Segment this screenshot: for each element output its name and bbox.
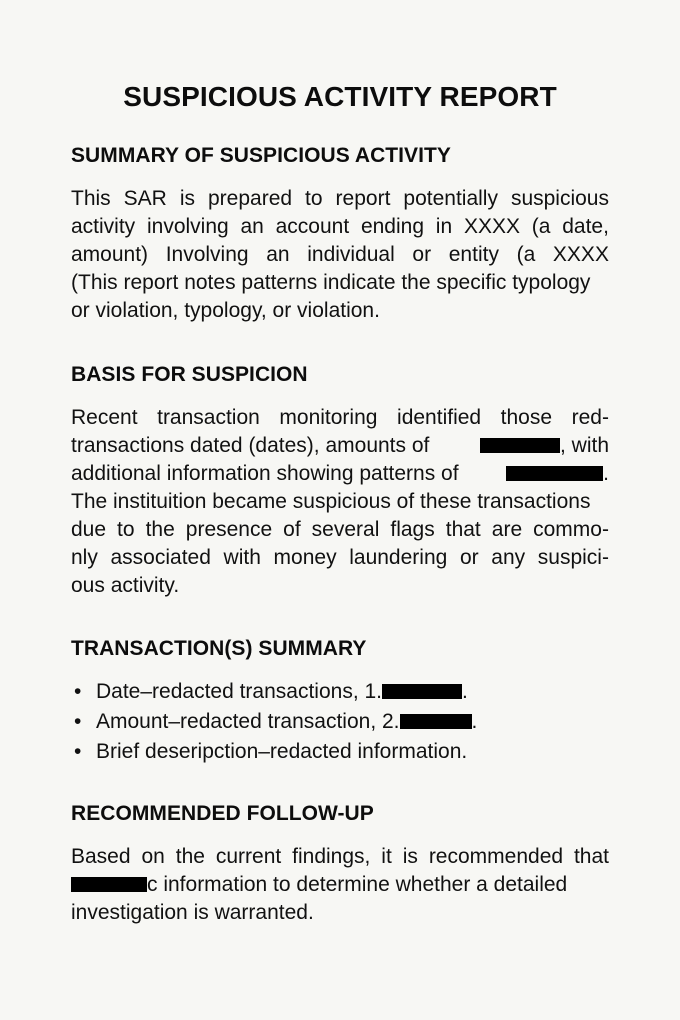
paragraph-line xyxy=(71,185,609,213)
word: that xyxy=(573,845,609,868)
list-item xyxy=(71,707,609,737)
word: red- xyxy=(571,406,609,429)
paragraph-line: (This report notes patterns indicate the specific typology xyxy=(71,271,591,294)
word: monitoring xyxy=(279,406,378,429)
word: is xyxy=(402,845,418,868)
section-heading-summary: SUMMARY OF SUSPICIOUS ACTIVITY xyxy=(71,144,451,167)
word: nly xyxy=(71,546,98,569)
redaction-bar-followup xyxy=(71,877,147,892)
redaction-bar-amounts xyxy=(480,438,560,453)
bullet-icon: • xyxy=(74,710,82,733)
paragraph-line xyxy=(71,241,609,269)
paragraph-line xyxy=(71,516,609,544)
word: suspicious xyxy=(510,187,609,210)
paragraph-line xyxy=(71,843,609,871)
word: (a xyxy=(531,215,551,238)
word: potentially xyxy=(403,187,498,210)
word: to xyxy=(305,187,323,210)
word: an xyxy=(240,215,264,238)
word: findings, xyxy=(292,845,371,868)
word: flags xyxy=(390,518,435,541)
section-heading-basis: BASIS FOR SUSPICION xyxy=(71,363,308,386)
word: suspici- xyxy=(537,546,609,569)
word: date, xyxy=(562,215,609,238)
word: laundering xyxy=(349,546,448,569)
redaction-bar-date xyxy=(382,684,462,699)
word: individual xyxy=(307,243,395,266)
word: XXXX xyxy=(463,215,520,238)
word: any xyxy=(491,546,526,569)
word: the xyxy=(175,845,205,868)
word: money xyxy=(273,546,337,569)
word: several xyxy=(311,518,380,541)
paragraph-line xyxy=(71,404,609,432)
word: due xyxy=(71,518,107,541)
word: or xyxy=(459,546,479,569)
word: recommended xyxy=(428,845,564,868)
paragraph-line-redacted xyxy=(71,871,609,899)
paragraph-line: investigation is warranted. xyxy=(71,901,314,924)
word: to xyxy=(117,518,135,541)
word: or xyxy=(412,243,432,266)
list-item-text: Amount–redacted transaction, 2. xyxy=(96,710,400,733)
word: are xyxy=(491,518,523,541)
word: involving xyxy=(146,215,229,238)
word: Based xyxy=(71,845,131,868)
word: presence xyxy=(185,518,273,541)
word: account xyxy=(275,215,350,238)
paragraph-line xyxy=(71,213,609,241)
paragraph-line-redacted xyxy=(71,460,609,488)
list-item-suffix: . xyxy=(471,710,478,733)
redaction-group xyxy=(506,460,609,488)
word: XXXX xyxy=(552,243,609,266)
basis-paragraph xyxy=(71,388,609,600)
word: is xyxy=(179,187,196,210)
line-text-after-redaction: . xyxy=(603,462,609,485)
word: current xyxy=(215,845,282,868)
word: the xyxy=(145,518,175,541)
word: ending xyxy=(360,215,425,238)
followup-paragraph xyxy=(71,827,609,927)
summary-paragraph xyxy=(71,169,609,325)
word: of xyxy=(283,518,301,541)
section-heading-followup: RECOMMENDED FOLLOW-UP xyxy=(71,802,374,825)
word: (a xyxy=(516,243,536,266)
word: with xyxy=(223,546,261,569)
line-text-after-redaction: , with xyxy=(559,434,609,457)
paragraph-line xyxy=(71,544,609,572)
word: SAR xyxy=(123,187,167,210)
redaction-bar-patterns xyxy=(506,466,603,481)
bullet-icon: • xyxy=(74,740,82,763)
list-item xyxy=(71,737,609,767)
word: commo- xyxy=(533,518,609,541)
word: in xyxy=(435,215,453,238)
paragraph-line-redacted xyxy=(71,432,609,460)
word: identified xyxy=(397,406,482,429)
word: an xyxy=(266,243,290,266)
word: This xyxy=(71,187,111,210)
transactions-bullet-list xyxy=(71,662,609,767)
paragraph-line: or violation, typology, or violation. xyxy=(71,299,380,322)
redaction-bar-amount xyxy=(400,714,472,729)
word: those xyxy=(500,406,553,429)
word: report xyxy=(335,187,391,210)
word: Involving xyxy=(165,243,249,266)
word: prepared xyxy=(208,187,293,210)
section-heading-transactions: TRANSACTION(S) SUMMARY xyxy=(71,637,367,660)
word: it xyxy=(381,845,392,868)
line-text-after-redaction: c information to determine whether a detailed xyxy=(147,873,568,896)
line-text-before-redaction: additional information showing patterns of xyxy=(71,462,459,485)
word: that xyxy=(445,518,481,541)
redaction-group xyxy=(480,432,609,460)
list-item-text: Brief deseripction–redacted information. xyxy=(96,740,468,763)
word: entity xyxy=(448,243,499,266)
page-title: SUSPICIOUS ACTIVITY REPORT xyxy=(123,81,557,112)
word: amount) xyxy=(71,243,149,266)
word: Recent xyxy=(71,406,138,429)
word: transaction xyxy=(157,406,260,429)
paragraph-line: The instituition became suspicious of these transactions xyxy=(71,490,591,513)
paragraph-line: ous activity. xyxy=(71,574,180,597)
list-item-suffix: . xyxy=(462,680,468,703)
line-text-before-redaction: transactions dated (dates), amounts of xyxy=(71,434,430,457)
word: associated xyxy=(110,546,211,569)
bullet-icon: • xyxy=(74,680,82,703)
word: activity xyxy=(71,215,136,238)
word: on xyxy=(141,845,165,868)
list-item xyxy=(71,677,609,707)
list-item-text: Date–redacted transactions, 1. xyxy=(96,680,383,703)
